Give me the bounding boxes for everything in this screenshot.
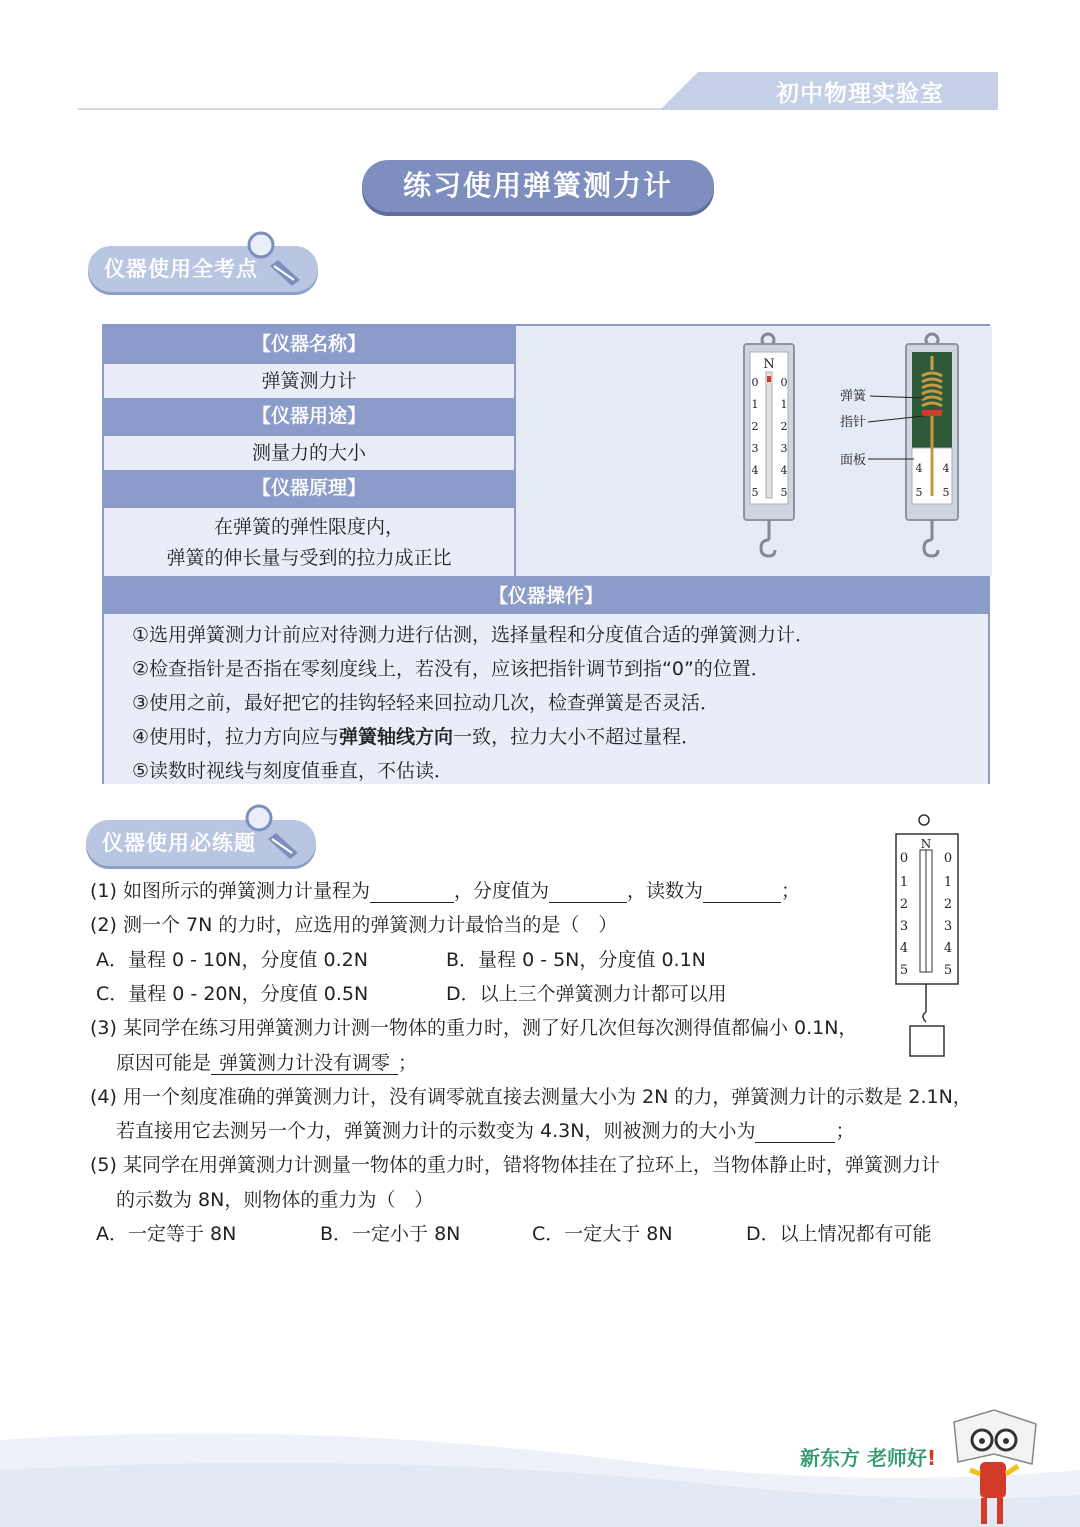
answer-blank-range[interactable] [370, 882, 454, 903]
scale-left-3: 3 [751, 442, 759, 455]
question-3-answer: 弹簧测力计没有调零 [211, 1052, 398, 1075]
name-value: 弹簧测力计 [104, 362, 514, 398]
label-spring: 弹簧 [840, 389, 867, 404]
question-scale-unit: N [920, 837, 932, 851]
footer-brand [800, 1442, 936, 1471]
operation-steps [104, 612, 988, 784]
section-heading-label: 仪器使用全考点 [104, 257, 258, 281]
footer-brand-text: 新东方 老师好 [800, 1446, 927, 1470]
scale-left-4: 4 [751, 464, 759, 477]
question-5-option-b: B．一定小于 8N [320, 1223, 461, 1245]
q-scale-right-1: 1 [943, 875, 953, 890]
operation-step-4 [132, 722, 700, 749]
scale-unit-label: N [763, 357, 775, 372]
answer-blank-force[interactable] [755, 1122, 835, 1143]
principle-value [104, 506, 514, 576]
scale-right-0: 0 [780, 376, 788, 389]
question-2-option-a: A．量程 0 - 10N，分度值 0.2N [96, 949, 368, 971]
question-2: (2) 测一个 7N 的力时，应选用的弹簧测力计最恰当的是（ ） [90, 914, 618, 936]
operation-heading: 【仪器操作】 [104, 576, 988, 612]
question-3-line-2 [116, 1048, 417, 1075]
q-scale-left-3: 3 [899, 919, 909, 934]
q-scale-left-4: 4 [899, 941, 909, 956]
question-4-line-2 [116, 1116, 855, 1143]
use-heading: 【仪器用途】 [104, 398, 514, 434]
spring-scale-illustration [516, 326, 992, 576]
section-heading-label: 仪器使用必练题 [102, 831, 256, 855]
question-spring-scale-figure [888, 812, 968, 1062]
question-5-line-2: 的示数为 8N，则物体的重力为（ ） [116, 1189, 434, 1211]
label-pointer: 指针 [840, 415, 867, 430]
q-scale-left-2: 2 [899, 897, 909, 912]
instrument-info-table [102, 324, 990, 784]
scale-left-1: 1 [751, 398, 759, 411]
question-3-prefix: 原因可能是 [116, 1052, 212, 1074]
footer-brand-bang: ! [926, 1446, 937, 1470]
small-scale-left-4: 4 [915, 462, 923, 475]
principle-line-2: 弹簧的伸长量与受到的拉力成正比 [166, 547, 452, 569]
page-title: 练习使用弹簧测力计 [362, 160, 714, 212]
name-heading: 【仪器名称】 [104, 326, 514, 362]
q-scale-right-2: 2 [943, 897, 953, 912]
magnifier-icon [244, 230, 306, 292]
operation-step-4-post: 一致，拉力大小不超过量程． [453, 726, 701, 748]
operation-step-1: ①选用弹簧测力计前应对待测力进行估测，选择量程和分度值合适的弹簧测力计． [132, 624, 815, 646]
scale-right-2: 2 [780, 420, 788, 433]
answer-blank-reading[interactable] [703, 882, 781, 903]
scale-left-2: 2 [751, 420, 759, 433]
scale-right-1: 1 [780, 398, 788, 411]
answer-blank-division[interactable] [549, 882, 627, 903]
spring-scale-figure [514, 326, 992, 576]
question-1 [90, 876, 800, 903]
question-4-line-1: (4) 用一个刻度准确的弹簧测力计，没有调零就直接去测量大小为 2N 的力，弹簧测力计的示数是 2.1N， [90, 1086, 972, 1108]
q-scale-left-1: 1 [899, 875, 909, 890]
spring-scale-left [744, 334, 794, 556]
q-scale-left-5: 5 [899, 963, 909, 978]
question-2-option-d: D．以上三个弹簧测力计都可以用 [446, 983, 727, 1005]
q-scale-right-5: 5 [943, 963, 953, 978]
q-scale-right-4: 4 [943, 941, 953, 956]
q-scale-left-0: 0 [899, 851, 909, 866]
small-scale-right-5: 5 [942, 486, 950, 499]
operation-step-4-pre: ④使用时，拉力方向应与 [132, 726, 340, 748]
label-panel: 面板 [840, 453, 867, 468]
mascot-icon [948, 1400, 1044, 1527]
question-5-option-c: C．一定大于 8N [532, 1223, 673, 1245]
q-scale-right-0: 0 [943, 851, 953, 866]
small-scale-left-5: 5 [915, 486, 923, 499]
scale-right-5: 5 [780, 486, 788, 499]
question-2-option-c: C．量程 0 - 20N，分度值 0.5N [96, 983, 369, 1005]
spring-scale-right [906, 334, 958, 556]
use-value: 测量力的大小 [104, 434, 514, 470]
magnifier-icon [242, 803, 304, 865]
question-3-end: ； [398, 1052, 418, 1074]
small-scale-right-4: 4 [942, 462, 950, 475]
question-3-line-1: (3) 某同学在练习用弹簧测力计测一物体的重力时，测了好几次但每次测得值都偏小 0.1N， [90, 1017, 858, 1039]
question-5-line-1: (5) 某同学在用弹簧测力计测量一物体的重力时，错将物体挂在了拉环上，当物体静止时，弹簧测力计 [90, 1154, 940, 1176]
question-1-text-a: (1) 如图所示的弹簧测力计量程为 [90, 880, 370, 902]
principle-line-1: 在弹簧的弹性限度内， [213, 516, 404, 538]
operation-step-5: ⑤读数时视线与刻度值垂直，不估读． [132, 760, 454, 782]
scale-left-5: 5 [751, 486, 759, 499]
question-1-text-b: ，分度值为 [453, 880, 549, 902]
principle-heading: 【仪器原理】 [104, 470, 514, 506]
scale-right-3: 3 [780, 442, 788, 455]
question-4-end: ； [835, 1120, 855, 1142]
operation-step-3: ③使用之前，最好把它的挂钩轻轻来回拉动几次，检查弹簧是否灵活． [132, 692, 720, 714]
question-5-option-a: A．一定等于 8N [96, 1223, 237, 1245]
question-4-text: 若直接用它去测另一个力，弹簧测力计的示数变为 4.3N，则被测力的大小为 [116, 1120, 756, 1142]
q-scale-right-3: 3 [943, 919, 953, 934]
scale-left-0: 0 [751, 376, 759, 389]
series-title: 初中物理实验室 [776, 81, 944, 107]
hanging-weight [910, 1026, 944, 1056]
question-2-option-b: B．量程 0 - 5N，分度值 0.1N [446, 949, 706, 971]
question-1-text-c: ，读数为 [626, 880, 703, 902]
question-5-option-d: D．以上情况都有可能 [746, 1223, 932, 1245]
scale-right-4: 4 [780, 464, 788, 477]
operation-step-4-bold: 弹簧轴线方向 [339, 726, 454, 748]
question-1-end: ； [781, 880, 801, 902]
operation-step-2: ②检查指针是否指在零刻度线上，若没有，应该把指针调节到指“0”的位置． [132, 658, 770, 680]
